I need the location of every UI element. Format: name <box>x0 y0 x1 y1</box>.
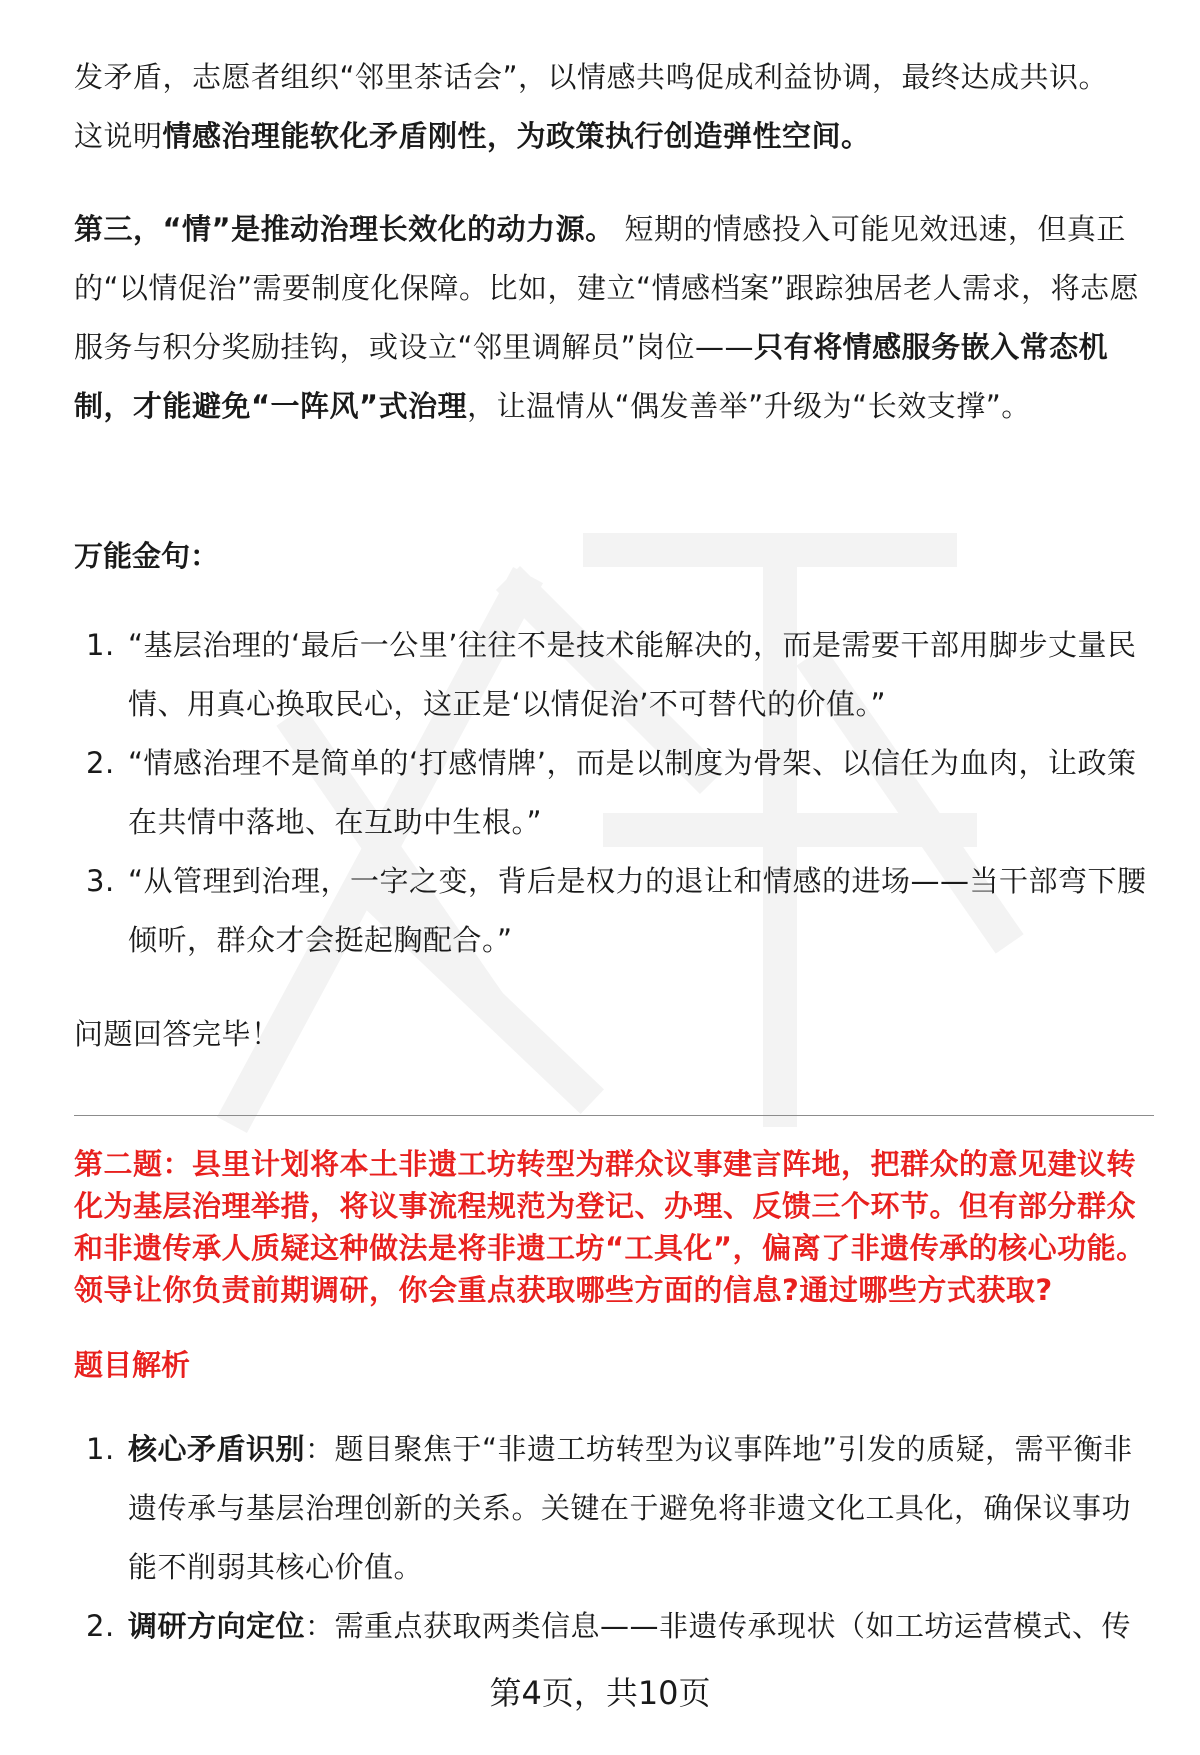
paragraph-text: ，让温情从“偶发善举”升级为“长效支撑”。 <box>467 389 1031 423</box>
emphasis-text: 只有将情感服务嵌入常态机制，才能避免“一阵风”式治理 <box>74 330 1109 423</box>
section-heading-analysis: 题目解析 <box>74 1348 191 1382</box>
section-heading-golden-sentences: 万能金句： <box>74 539 220 573</box>
list-number: 1. <box>86 628 115 662</box>
list-item-heading: 调研方向定位 <box>128 1609 306 1643</box>
question-two: 第二题：县里计划将本土非遗工坊转型为群众议事建言阵地，把群众的意见建议转化为基层治理举措，将议事流程规范为登记、办理、反馈三个环节。但有部分群众和非遗传承人质疑这种做法是将非遗工坊“工具化”，偏离了非遗传承的核心功能。领导让你负责前期调研，你会重点获取哪些方面的信息?通过哪些方式获取? <box>74 1147 1146 1307</box>
list-item-heading: 核心矛盾识别 <box>128 1432 306 1466</box>
list-item <box>74 852 1154 970</box>
list-number: 2. <box>86 746 115 780</box>
list-item <box>74 616 1154 734</box>
paragraph-continuation <box>74 48 1154 166</box>
point-heading: 第三，“情”是推动治理长效化的动力源。 <box>74 212 615 246</box>
emphasis-text: 情感治理能软化矛盾刚性，为政策执行创造弹性空间。 <box>162 119 871 153</box>
list-item <box>74 734 1154 852</box>
paragraph-line: 发矛盾，志愿者组织“邻里茶话会”，以情感共鸣促成利益协调，最终达成共识。 <box>74 60 1109 94</box>
paragraph-text: 短期的情感投入可能见效迅速，但真正的“以情促治”需要制度化保障。比如，建立“情感档案”跟踪独居老人需求，将志愿服务与积分奖励挂钩，或设立“邻里调解员”岗位—— <box>74 212 1140 364</box>
plain-text: 这说明 <box>74 119 163 153</box>
list-number: 2. <box>86 1609 115 1643</box>
list-number: 1. <box>86 1432 115 1466</box>
list-text: “情感治理不是简单的‘打感情牌’，而是以制度为骨架、以信任为血肉，让政策在共情中落地、在互助中生根。” <box>128 746 1137 839</box>
list-text: “基层治理的‘最后一公里’往往不是技术能解决的，而是需要干部用脚步丈量民情、用真心换取民心，这正是‘以情促治’不可替代的价值。” <box>128 628 1137 721</box>
list-text: “从管理到治理，一字之变，背后是权力的退让和情感的进场——当干部弯下腰倾听，群众才会挺起胸配合。” <box>128 864 1147 957</box>
page-number-footer: 第4页，共10页 <box>489 1674 711 1712</box>
list-item <box>74 1597 1154 1656</box>
golden-sentences-list <box>74 616 1154 970</box>
list-number: 3. <box>86 864 115 898</box>
list-text: ：题目聚焦于“非遗工坊转型为议事阵地”引发的质疑，需平衡非遗传承与基层治理创新的关系。关键在于避免将非遗文化工具化，确保议事功能不削弱其核心价值。 <box>128 1432 1133 1584</box>
analysis-list <box>74 1420 1154 1656</box>
section-divider <box>74 1115 1154 1116</box>
paragraph-line <box>74 107 1154 166</box>
closing-text: 问题回答完毕！ <box>74 1017 281 1051</box>
list-text: ：需重点获取两类信息——非遗传承现状（如工坊运营模式、传 <box>305 1609 1132 1643</box>
paragraph-third-point <box>74 200 1154 436</box>
list-item <box>74 1420 1154 1597</box>
